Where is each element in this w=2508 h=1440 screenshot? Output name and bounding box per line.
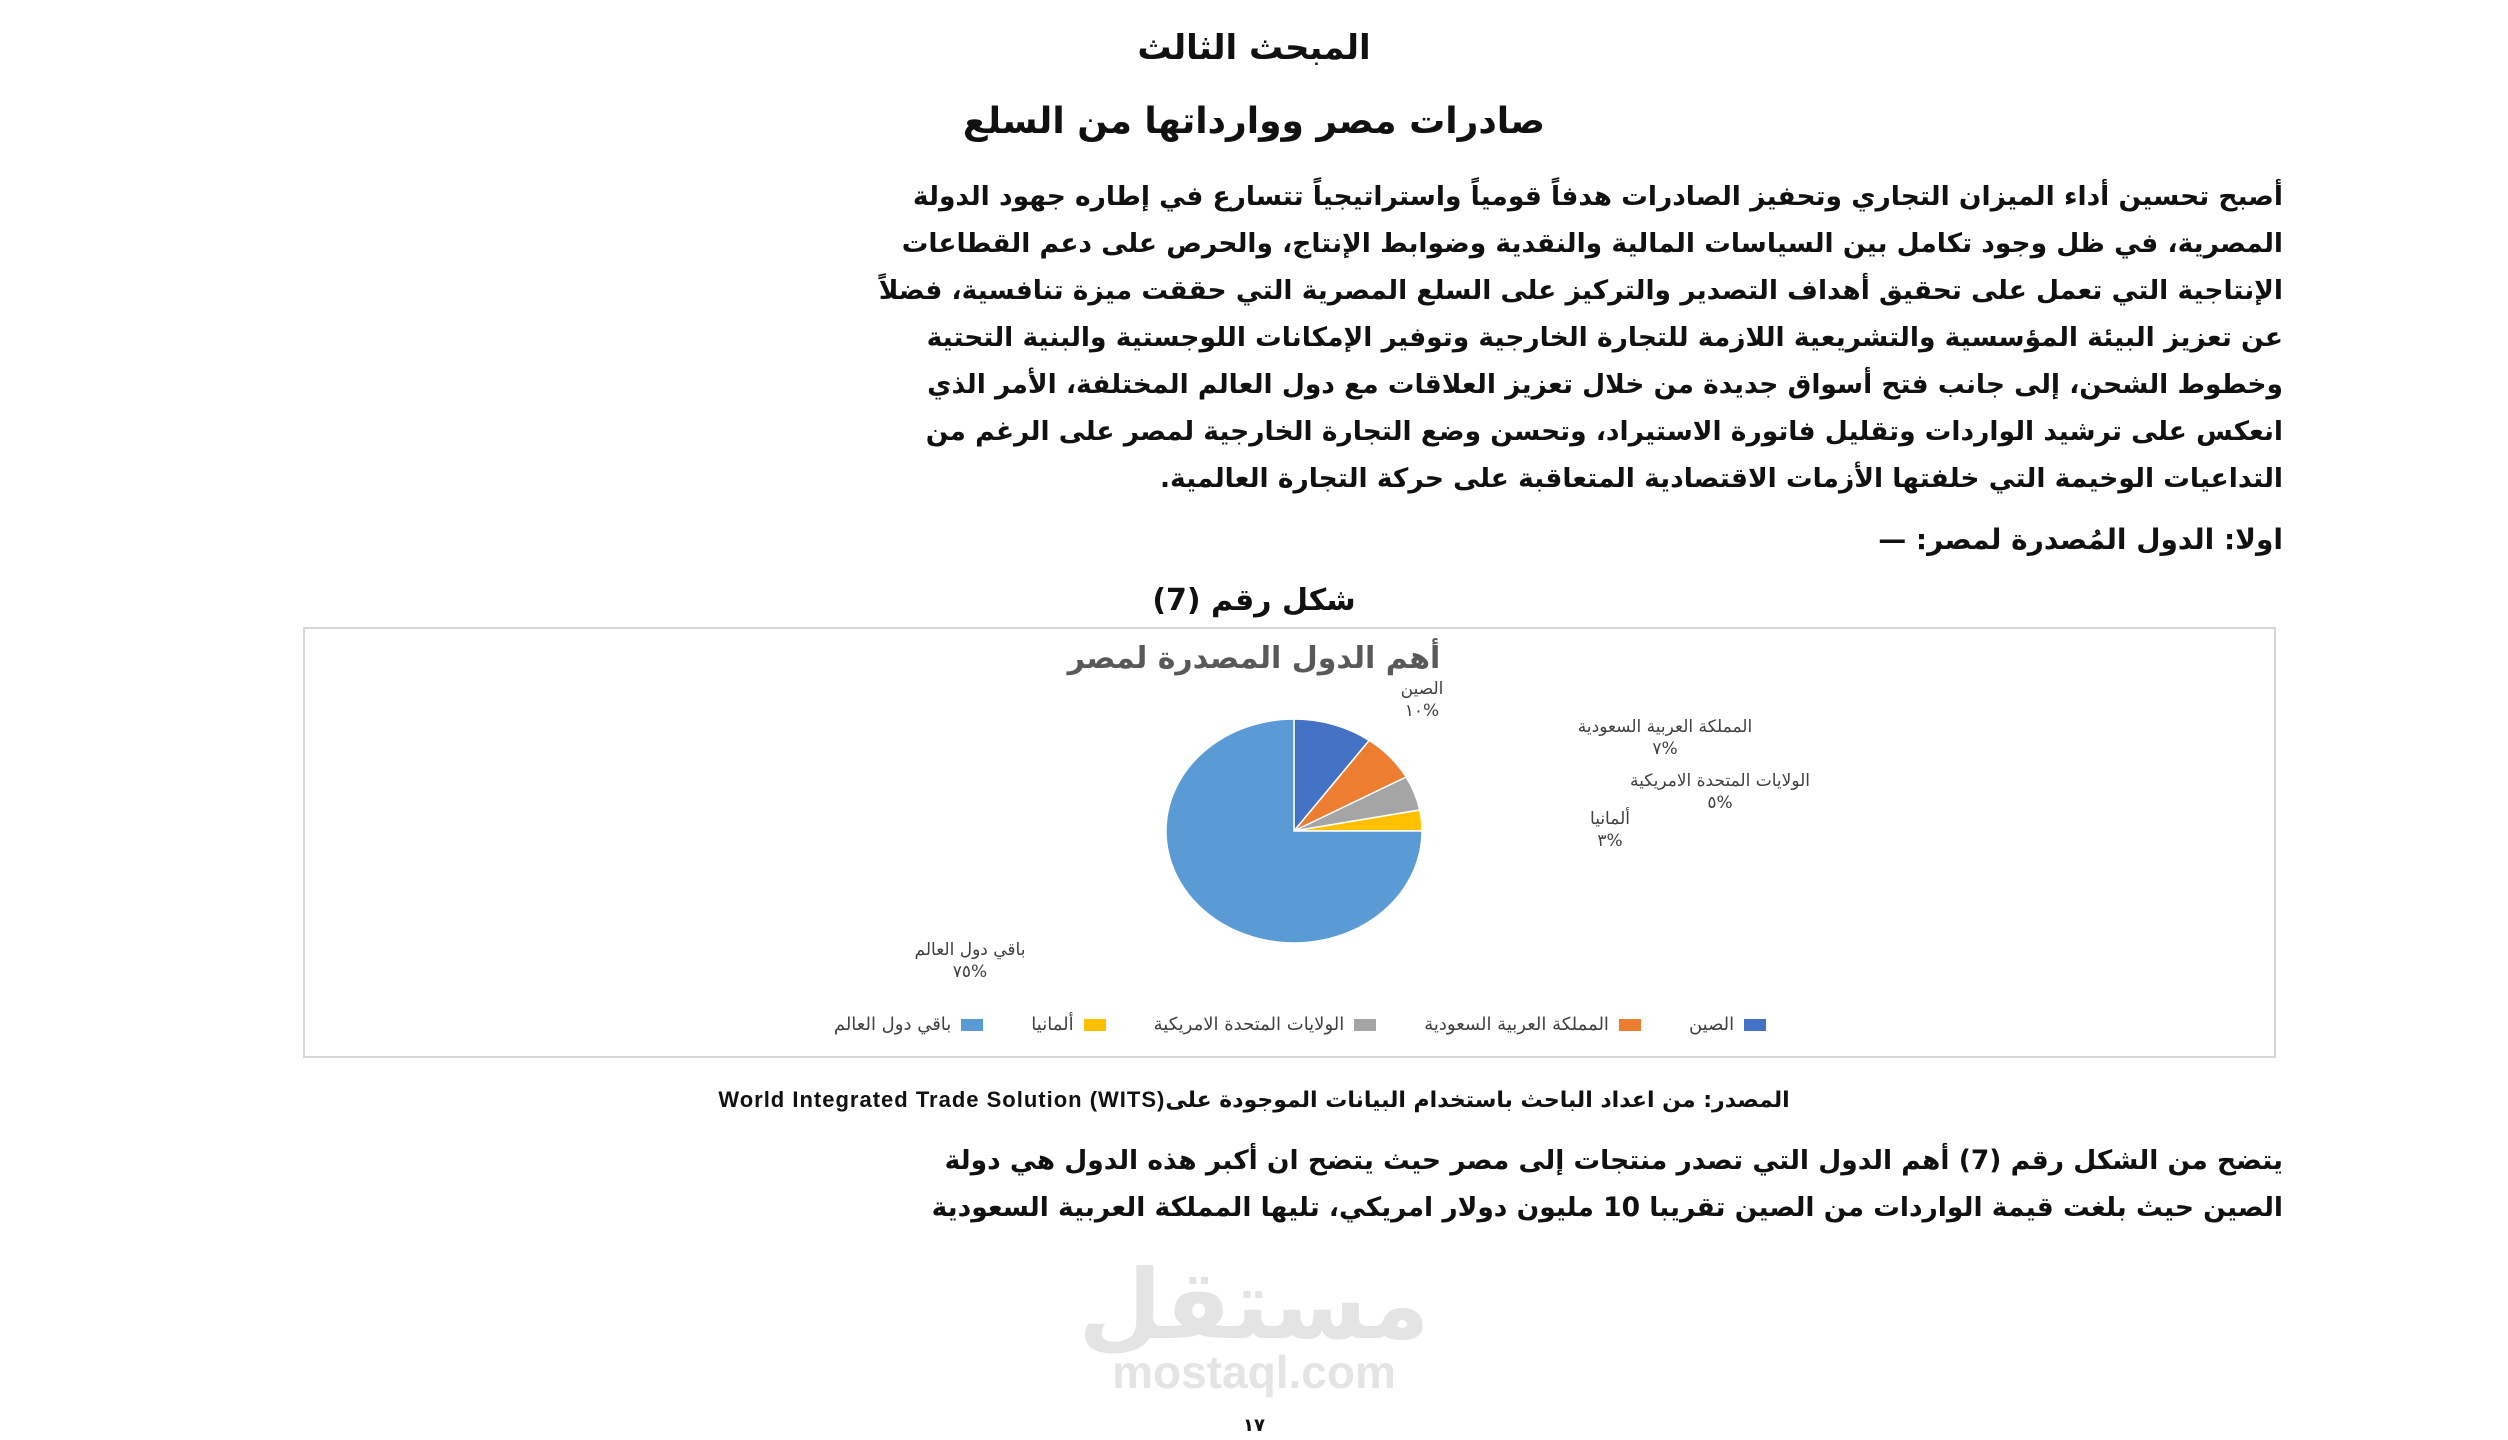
legend-swatch <box>1619 1019 1641 1031</box>
slice-label-name: ألمانيا <box>1590 809 1630 829</box>
section-title: صادرات مصر ووارداتها من السلع <box>962 101 1546 142</box>
source-name: World Integrated Trade Solution (WITS) <box>718 1087 1166 1112</box>
legend-swatch <box>1084 1019 1106 1031</box>
slice-label-saudi <box>1495 716 1835 760</box>
paragraph-line: أصبح تحسين أداء الميزان التجاري وتحفيز الصادرات هدفاً قومياً واستراتيجياً تتسارع في إطاره جهود الدولة <box>912 181 2283 212</box>
legend-swatch <box>961 1019 983 1031</box>
paragraph-line: يتضح من الشكل رقم (7) أهم الدول التي تصدر منتجات إلى مصر حيث يتضح ان أكبر هذه الدول هي دولة <box>944 1145 2283 1176</box>
legend-item-germany <box>1031 1014 1105 1035</box>
slice-label-name: الولايات المتحدة الامريكية <box>1629 771 1811 791</box>
source-line <box>0 1087 2508 1113</box>
legend-swatch <box>1744 1019 1766 1031</box>
subheading: اولا: الدول المُصدرة لمصر: — <box>1878 523 2283 556</box>
chart-title: أهم الدول المصدرة لمصر <box>1067 641 1441 676</box>
slice-label-china <box>1352 678 1492 722</box>
intro-paragraph <box>243 173 2283 502</box>
paragraph-line: وخطوط الشحن، إلى جانب فتح أسواق جديدة من خلال تعزيز العلاقات مع دول العالم المختلفة، الأمر الذي <box>927 369 2283 400</box>
legend-swatch <box>1354 1019 1376 1031</box>
slice-label-value: %١٠ <box>1404 701 1440 721</box>
legend-item-china <box>1689 1014 1766 1035</box>
slice-label-value: %٧٥ <box>952 962 988 982</box>
legend-label: الولايات المتحدة الامريكية <box>1153 1014 1345 1035</box>
chart-legend <box>600 1014 2000 1035</box>
slice-label-name: الصين <box>1400 679 1444 699</box>
paragraph-line: الإنتاجية التي تعمل على تحقيق أهداف التصدير والتركيز على السلع المصرية التي حققت ميزة تنافسية، فضلاً <box>878 275 2283 306</box>
paragraph-line: التداعيات الوخيمة التي خلفتها الأزمات الاقتصادية المتعاقبة على حركة التجارة العالمية. <box>1159 463 2283 494</box>
paragraph-line: انعكس على ترشيد الواردات وتقليل فاتورة الاستيراد، وتحسن وضع التجارة الخارجية لمصر على الرغم من <box>925 416 2283 447</box>
slice-label-name: باقي دول العالم <box>914 940 1026 960</box>
watermark-logo: مستقل <box>1078 1249 1430 1361</box>
slice-label-germany <box>1560 808 1660 852</box>
paragraph-line: عن تعزيز البيئة المؤسسية والتشريعية اللازمة للتجارة الخارجية وتوفير الإمكانات اللوجستية والبنية التحتية <box>926 322 2283 353</box>
legend-label: الصين <box>1688 1014 1735 1035</box>
slice-label-value: %٧ <box>1652 739 1678 759</box>
legend-item-saudi <box>1424 1014 1641 1035</box>
legend-item-rest <box>834 1014 983 1035</box>
slice-label-value: %٣ <box>1597 831 1623 851</box>
analysis-paragraph <box>243 1137 2283 1231</box>
paragraph-line: الصين حيث بلغت قيمة الواردات من الصين تقريبا 10 مليون دولار امريكي، تليها المملكة العربية السعودية <box>931 1192 2283 1223</box>
paragraph-line: المصرية، في ظل وجود تكامل بين السياسات المالية والنقدية وضوابط الإنتاج، والحرص على دعم القطاعات <box>901 228 2283 259</box>
slice-label-rest <box>880 939 1060 983</box>
legend-label: المملكة العربية السعودية <box>1424 1014 1609 1035</box>
watermark-url: mostaql.com <box>1112 1346 1396 1398</box>
figure-caption: شكل رقم (7) <box>1152 583 1356 618</box>
page-number: ١٧ <box>1243 1415 1265 1436</box>
legend-item-usa <box>1154 1014 1377 1035</box>
legend-label: ألمانيا <box>1031 1014 1074 1035</box>
legend-label: باقي دول العالم <box>833 1014 952 1035</box>
slice-label-name: المملكة العربية السعودية <box>1577 717 1753 737</box>
slice-label-value: %٥ <box>1707 793 1733 813</box>
section-heading: المبحث الثالث <box>1137 28 1371 68</box>
source-prefix: المصدر: من اعداد الباحث باستخدام البيانات الموجودة على <box>1165 1088 1790 1113</box>
